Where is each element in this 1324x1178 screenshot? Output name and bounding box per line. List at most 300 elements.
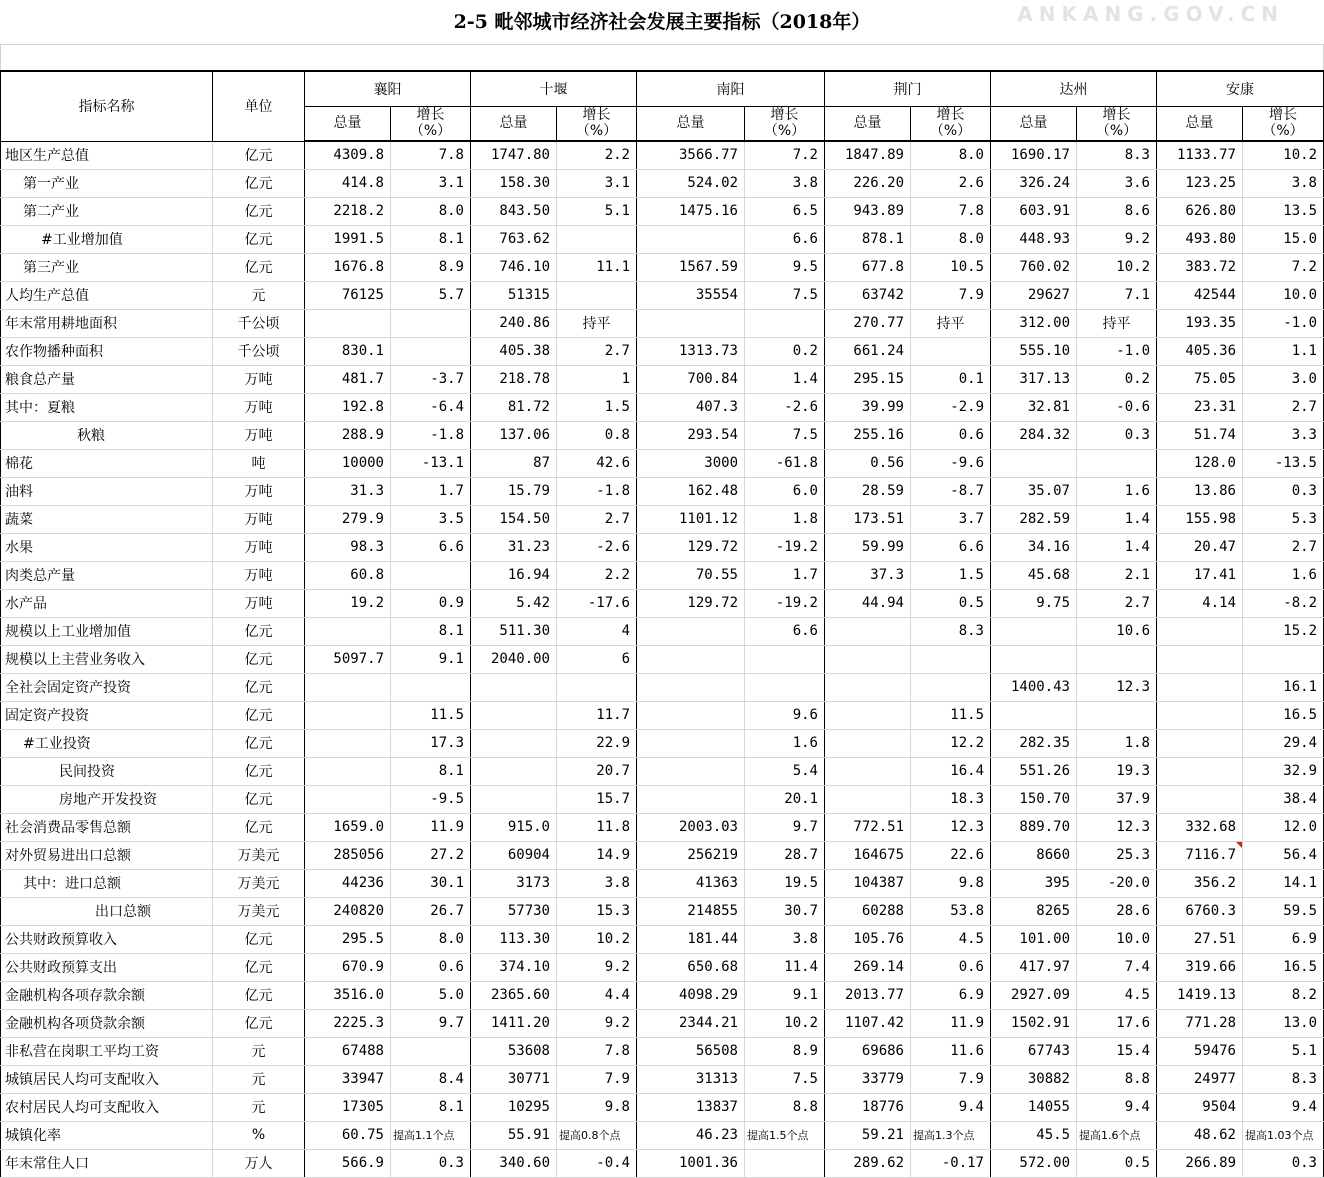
table-row bbox=[1, 169, 1324, 197]
value-growth: 6.9 bbox=[1243, 925, 1324, 953]
value-growth: 1.4 bbox=[1077, 533, 1157, 561]
indicator-unit: 亿元 bbox=[213, 729, 305, 757]
value-total: 3000 bbox=[637, 449, 745, 477]
value-growth: 8.6 bbox=[1077, 197, 1157, 225]
value-total bbox=[1157, 617, 1243, 645]
value-total bbox=[825, 785, 911, 813]
value-growth: 9.4 bbox=[1243, 1093, 1324, 1121]
value-growth: -2.6 bbox=[745, 393, 825, 421]
value-total: 158.30 bbox=[471, 169, 557, 197]
value-total: 374.10 bbox=[471, 953, 557, 981]
value-total bbox=[305, 785, 391, 813]
value-total: 55.91 bbox=[471, 1121, 557, 1149]
indicator-name: 非私营在岗职工平均工资 bbox=[1, 1037, 213, 1065]
value-total: 395 bbox=[991, 869, 1077, 897]
value-total: 214855 bbox=[637, 897, 745, 925]
value-total: 293.54 bbox=[637, 421, 745, 449]
value-growth: -20.0 bbox=[1077, 869, 1157, 897]
value-total: 60.8 bbox=[305, 561, 391, 589]
value-total: 282.35 bbox=[991, 729, 1077, 757]
value-total: 23.31 bbox=[1157, 393, 1243, 421]
table-row bbox=[1, 953, 1324, 981]
indicator-name: 水果 bbox=[1, 533, 213, 561]
indicator-unit: 亿元 bbox=[213, 141, 305, 169]
value-growth: 7.9 bbox=[557, 1065, 637, 1093]
value-total bbox=[471, 673, 557, 701]
value-total bbox=[305, 617, 391, 645]
indicator-name: 全社会固定资产投资 bbox=[1, 673, 213, 701]
value-growth: 提高1.6个点 bbox=[1077, 1121, 1157, 1149]
table-row bbox=[1, 589, 1324, 617]
indicator-name: 第三产业 bbox=[1, 253, 213, 281]
value-total: 69686 bbox=[825, 1037, 911, 1065]
value-growth: 0.3 bbox=[1243, 477, 1324, 505]
value-total bbox=[305, 729, 391, 757]
value-total: 60904 bbox=[471, 841, 557, 869]
value-total: 30771 bbox=[471, 1065, 557, 1093]
value-total: 240820 bbox=[305, 897, 391, 925]
indicator-unit: 万吨 bbox=[213, 561, 305, 589]
value-growth: 17.6 bbox=[1077, 1009, 1157, 1037]
table-row bbox=[1, 1121, 1324, 1149]
table-row bbox=[1, 925, 1324, 953]
value-total: 128.0 bbox=[1157, 449, 1243, 477]
value-growth: 0.8 bbox=[557, 421, 637, 449]
value-growth: 15.4 bbox=[1077, 1037, 1157, 1065]
value-growth: 3.8 bbox=[745, 925, 825, 953]
value-total: 3566.77 bbox=[637, 141, 745, 169]
value-total: 566.9 bbox=[305, 1149, 391, 1177]
header-total: 总量 bbox=[637, 106, 745, 141]
value-growth: 59.5 bbox=[1243, 897, 1324, 925]
value-growth: -1.0 bbox=[1243, 309, 1324, 337]
value-growth: 6.5 bbox=[745, 197, 825, 225]
value-growth: 11.7 bbox=[557, 701, 637, 729]
value-growth: 9.1 bbox=[745, 981, 825, 1009]
value-total: 7116.7 bbox=[1157, 841, 1243, 869]
value-growth: 2.2 bbox=[557, 561, 637, 589]
indicator-name: 城镇化率 bbox=[1, 1121, 213, 1149]
value-growth: 22.9 bbox=[557, 729, 637, 757]
value-total: 37.3 bbox=[825, 561, 911, 589]
value-growth: 5.4 bbox=[745, 757, 825, 785]
value-growth: 1.6 bbox=[1243, 561, 1324, 589]
value-growth: 6.6 bbox=[745, 617, 825, 645]
value-growth: 1.6 bbox=[745, 729, 825, 757]
value-growth: 22.6 bbox=[911, 841, 991, 869]
value-total: 28.59 bbox=[825, 477, 911, 505]
value-total: 67743 bbox=[991, 1037, 1077, 1065]
value-total bbox=[471, 701, 557, 729]
value-growth: 10.2 bbox=[557, 925, 637, 953]
value-growth: 1.7 bbox=[391, 477, 471, 505]
value-growth: 7.8 bbox=[557, 1037, 637, 1065]
value-growth: 18.3 bbox=[911, 785, 991, 813]
table-row bbox=[1, 1149, 1324, 1177]
value-total: 218.78 bbox=[471, 365, 557, 393]
value-growth: 56.4 bbox=[1243, 841, 1324, 869]
value-growth: -8.7 bbox=[911, 477, 991, 505]
value-total: 1400.43 bbox=[991, 673, 1077, 701]
value-total: 3173 bbox=[471, 869, 557, 897]
indicator-unit: 千公顷 bbox=[213, 309, 305, 337]
header-city-jingmen: 荆门 bbox=[825, 71, 991, 106]
value-growth: 10.2 bbox=[1077, 253, 1157, 281]
value-growth: 29.4 bbox=[1243, 729, 1324, 757]
value-growth: -3.7 bbox=[391, 365, 471, 393]
value-growth: -1.8 bbox=[391, 421, 471, 449]
value-growth bbox=[745, 1149, 825, 1177]
value-growth: 10.6 bbox=[1077, 617, 1157, 645]
value-growth bbox=[1077, 645, 1157, 673]
value-growth: 53.8 bbox=[911, 897, 991, 925]
indicator-name: 水产品 bbox=[1, 589, 213, 617]
value-total: 19.2 bbox=[305, 589, 391, 617]
value-growth: 9.7 bbox=[391, 1009, 471, 1037]
value-total bbox=[1157, 785, 1243, 813]
value-total: 414.8 bbox=[305, 169, 391, 197]
value-total: 771.28 bbox=[1157, 1009, 1243, 1037]
value-growth: 19.3 bbox=[1077, 757, 1157, 785]
value-growth: 9.2 bbox=[1077, 225, 1157, 253]
table-row bbox=[1, 813, 1324, 841]
indicator-name: 公共财政预算支出 bbox=[1, 953, 213, 981]
value-total: 67488 bbox=[305, 1037, 391, 1065]
value-growth: 17.3 bbox=[391, 729, 471, 757]
value-growth: 0.1 bbox=[911, 365, 991, 393]
value-growth: 26.7 bbox=[391, 897, 471, 925]
value-growth: 13.5 bbox=[1243, 197, 1324, 225]
indicator-name: 年末常用耕地面积 bbox=[1, 309, 213, 337]
value-growth bbox=[1077, 701, 1157, 729]
indicator-unit: 亿元 bbox=[213, 981, 305, 1009]
indicator-unit: 亿元 bbox=[213, 225, 305, 253]
value-total: 1133.77 bbox=[1157, 141, 1243, 169]
value-growth: -13.1 bbox=[391, 449, 471, 477]
value-total: 87 bbox=[471, 449, 557, 477]
value-growth: 37.9 bbox=[1077, 785, 1157, 813]
value-growth: 25.3 bbox=[1077, 841, 1157, 869]
indicator-name: #工业增加值 bbox=[1, 225, 213, 253]
value-growth: 1.6 bbox=[1077, 477, 1157, 505]
value-total: 603.91 bbox=[991, 197, 1077, 225]
value-growth bbox=[391, 1037, 471, 1065]
value-growth: 11.1 bbox=[557, 253, 637, 281]
value-growth: 5.0 bbox=[391, 981, 471, 1009]
value-growth: 2.2 bbox=[557, 141, 637, 169]
indicator-name: 粮食总产量 bbox=[1, 365, 213, 393]
indicator-name: 公共财政预算收入 bbox=[1, 925, 213, 953]
value-total: 319.66 bbox=[1157, 953, 1243, 981]
value-total bbox=[991, 645, 1077, 673]
indicator-unit: 万吨 bbox=[213, 477, 305, 505]
value-growth: -0.17 bbox=[911, 1149, 991, 1177]
value-total: 17.41 bbox=[1157, 561, 1243, 589]
value-total: 763.62 bbox=[471, 225, 557, 253]
value-total bbox=[825, 673, 911, 701]
value-total bbox=[825, 645, 911, 673]
indicator-unit: 万美元 bbox=[213, 841, 305, 869]
indicator-unit: 元 bbox=[213, 1065, 305, 1093]
table-row bbox=[1, 1037, 1324, 1065]
cell-comment-marker bbox=[1236, 842, 1242, 848]
value-total: 1690.17 bbox=[991, 141, 1077, 169]
value-growth bbox=[391, 337, 471, 365]
value-total: 150.70 bbox=[991, 785, 1077, 813]
spacer-row bbox=[0, 44, 1324, 71]
indicator-unit: 万吨 bbox=[213, 393, 305, 421]
value-total: 626.80 bbox=[1157, 197, 1243, 225]
value-total: 155.98 bbox=[1157, 505, 1243, 533]
value-growth: 1.8 bbox=[1077, 729, 1157, 757]
table-row bbox=[1, 505, 1324, 533]
value-total bbox=[637, 645, 745, 673]
value-growth bbox=[391, 673, 471, 701]
value-total: 8265 bbox=[991, 897, 1077, 925]
indicator-name: 房地产开发投资 bbox=[1, 785, 213, 813]
table-row bbox=[1, 337, 1324, 365]
header-total: 总量 bbox=[1157, 106, 1243, 141]
value-growth: 11.8 bbox=[557, 813, 637, 841]
value-total: 31.23 bbox=[471, 533, 557, 561]
value-total: 266.89 bbox=[1157, 1149, 1243, 1177]
indicator-unit: 万吨 bbox=[213, 505, 305, 533]
value-growth: 12.2 bbox=[911, 729, 991, 757]
value-total bbox=[1157, 673, 1243, 701]
header-growth: 增长 （%） bbox=[1077, 106, 1157, 141]
value-total: 889.70 bbox=[991, 813, 1077, 841]
value-total bbox=[637, 225, 745, 253]
indicator-name: 规模以上工业增加值 bbox=[1, 617, 213, 645]
value-growth: 1.7 bbox=[745, 561, 825, 589]
value-total: 383.72 bbox=[1157, 253, 1243, 281]
value-growth: 0.6 bbox=[391, 953, 471, 981]
value-growth bbox=[557, 281, 637, 309]
value-total: 2040.00 bbox=[471, 645, 557, 673]
value-growth bbox=[1077, 449, 1157, 477]
table-row bbox=[1, 1009, 1324, 1037]
header-city-ankang: 安康 bbox=[1157, 71, 1324, 106]
value-growth: 7.5 bbox=[745, 421, 825, 449]
value-growth: 4.4 bbox=[557, 981, 637, 1009]
value-total: 16.94 bbox=[471, 561, 557, 589]
value-total: 10000 bbox=[305, 449, 391, 477]
value-growth: 8.0 bbox=[911, 225, 991, 253]
value-growth: 2.7 bbox=[557, 337, 637, 365]
value-total: 340.60 bbox=[471, 1149, 557, 1177]
value-total: 113.30 bbox=[471, 925, 557, 953]
value-growth: 2.7 bbox=[557, 505, 637, 533]
value-total: 285056 bbox=[305, 841, 391, 869]
value-growth: 7.5 bbox=[745, 281, 825, 309]
value-total: 772.51 bbox=[825, 813, 911, 841]
indicator-name: #工业投资 bbox=[1, 729, 213, 757]
table-row bbox=[1, 533, 1324, 561]
value-total: 240.86 bbox=[471, 309, 557, 337]
indicator-unit: 亿元 bbox=[213, 785, 305, 813]
value-growth: 8.0 bbox=[391, 925, 471, 953]
value-growth: 2.7 bbox=[1243, 533, 1324, 561]
value-growth: 1 bbox=[557, 365, 637, 393]
value-total: 35.07 bbox=[991, 477, 1077, 505]
value-total: 1001.36 bbox=[637, 1149, 745, 1177]
value-total: 1411.20 bbox=[471, 1009, 557, 1037]
value-growth: 38.4 bbox=[1243, 785, 1324, 813]
indicator-unit: 元 bbox=[213, 281, 305, 309]
value-total bbox=[825, 729, 911, 757]
value-growth: -2.6 bbox=[557, 533, 637, 561]
value-total: 42544 bbox=[1157, 281, 1243, 309]
table-row bbox=[1, 729, 1324, 757]
value-total bbox=[305, 757, 391, 785]
value-total: 3516.0 bbox=[305, 981, 391, 1009]
value-total bbox=[825, 701, 911, 729]
value-total: 154.50 bbox=[471, 505, 557, 533]
value-growth: 5.1 bbox=[557, 197, 637, 225]
value-total: 39.99 bbox=[825, 393, 911, 421]
value-growth: 28.7 bbox=[745, 841, 825, 869]
value-growth: 12.3 bbox=[1077, 813, 1157, 841]
indicator-unit: 亿元 bbox=[213, 645, 305, 673]
value-growth: 3.3 bbox=[1243, 421, 1324, 449]
value-total: 51.74 bbox=[1157, 421, 1243, 449]
indicator-name: 民间投资 bbox=[1, 757, 213, 785]
value-total: 4.14 bbox=[1157, 589, 1243, 617]
value-growth: 1.5 bbox=[557, 393, 637, 421]
indicator-name: 蔬菜 bbox=[1, 505, 213, 533]
value-growth: 提高1.1个点 bbox=[391, 1121, 471, 1149]
indicator-unit: 亿元 bbox=[213, 813, 305, 841]
indicator-name: 社会消费品零售总额 bbox=[1, 813, 213, 841]
value-growth: -0.6 bbox=[1077, 393, 1157, 421]
value-growth: 15.0 bbox=[1243, 225, 1324, 253]
value-total: 746.10 bbox=[471, 253, 557, 281]
value-total: 700.84 bbox=[637, 365, 745, 393]
value-total: 288.9 bbox=[305, 421, 391, 449]
value-growth: 8.1 bbox=[391, 617, 471, 645]
table-row bbox=[1, 981, 1324, 1009]
value-total: 1502.91 bbox=[991, 1009, 1077, 1037]
value-growth: 3.8 bbox=[557, 869, 637, 897]
value-total: 162.48 bbox=[637, 477, 745, 505]
value-total bbox=[825, 757, 911, 785]
value-growth: 8.8 bbox=[745, 1093, 825, 1121]
indicator-name: 年末常住人口 bbox=[1, 1149, 213, 1177]
value-growth: 9.4 bbox=[1077, 1093, 1157, 1121]
value-growth: 14.1 bbox=[1243, 869, 1324, 897]
value-growth: 10.2 bbox=[745, 1009, 825, 1037]
value-total: 181.44 bbox=[637, 925, 745, 953]
value-total: 45.5 bbox=[991, 1121, 1077, 1149]
indicator-name: 农作物播种面积 bbox=[1, 337, 213, 365]
value-growth: 12.3 bbox=[1077, 673, 1157, 701]
value-growth bbox=[745, 309, 825, 337]
value-total bbox=[637, 701, 745, 729]
value-growth: 8.0 bbox=[391, 197, 471, 225]
value-total: 256219 bbox=[637, 841, 745, 869]
value-growth: 11.9 bbox=[391, 813, 471, 841]
value-total: 48.62 bbox=[1157, 1121, 1243, 1149]
value-total bbox=[305, 673, 391, 701]
value-total: 1313.73 bbox=[637, 337, 745, 365]
indicator-name: 固定资产投资 bbox=[1, 701, 213, 729]
value-total: 51315 bbox=[471, 281, 557, 309]
value-growth: 5.7 bbox=[391, 281, 471, 309]
value-total bbox=[637, 673, 745, 701]
value-total: 269.14 bbox=[825, 953, 911, 981]
value-growth: -19.2 bbox=[745, 533, 825, 561]
value-total: 8660 bbox=[991, 841, 1077, 869]
value-total: 661.24 bbox=[825, 337, 911, 365]
table-row bbox=[1, 309, 1324, 337]
header-growth: 增长 （%） bbox=[557, 106, 637, 141]
value-total: 2365.60 bbox=[471, 981, 557, 1009]
value-total: 9504 bbox=[1157, 1093, 1243, 1121]
value-total: 289.62 bbox=[825, 1149, 911, 1177]
indicator-name: 其中：进口总额 bbox=[1, 869, 213, 897]
value-total: 15.79 bbox=[471, 477, 557, 505]
value-total: 129.72 bbox=[637, 533, 745, 561]
indicator-table bbox=[0, 70, 1324, 1178]
value-growth: 0.6 bbox=[911, 421, 991, 449]
indicator-unit: 亿元 bbox=[213, 673, 305, 701]
indicator-name: 第二产业 bbox=[1, 197, 213, 225]
indicator-name: 农村居民人均可支配收入 bbox=[1, 1093, 213, 1121]
indicator-unit: 万吨 bbox=[213, 421, 305, 449]
value-total: 2344.21 bbox=[637, 1009, 745, 1037]
indicator-name: 金融机构各项存款余额 bbox=[1, 981, 213, 1009]
value-growth: 持平 bbox=[1077, 309, 1157, 337]
indicator-name: 其中：夏粮 bbox=[1, 393, 213, 421]
value-total: 555.10 bbox=[991, 337, 1077, 365]
value-total: 255.16 bbox=[825, 421, 911, 449]
value-total: 192.8 bbox=[305, 393, 391, 421]
value-growth bbox=[391, 561, 471, 589]
value-total: 33779 bbox=[825, 1065, 911, 1093]
value-total: 524.02 bbox=[637, 169, 745, 197]
value-growth: 0.2 bbox=[1077, 365, 1157, 393]
value-total bbox=[471, 785, 557, 813]
value-growth: 3.7 bbox=[911, 505, 991, 533]
value-growth: -6.4 bbox=[391, 393, 471, 421]
value-growth: 11.6 bbox=[911, 1037, 991, 1065]
value-total: 60.75 bbox=[305, 1121, 391, 1149]
indicator-name: 金融机构各项贷款余额 bbox=[1, 1009, 213, 1037]
value-total: 843.50 bbox=[471, 197, 557, 225]
value-growth bbox=[745, 645, 825, 673]
value-growth: 8.3 bbox=[1077, 141, 1157, 169]
value-total: 31313 bbox=[637, 1065, 745, 1093]
value-total: 481.7 bbox=[305, 365, 391, 393]
value-total: 356.2 bbox=[1157, 869, 1243, 897]
value-growth: 1.8 bbox=[745, 505, 825, 533]
header-growth: 增长 （%） bbox=[391, 106, 471, 141]
value-total: 1419.13 bbox=[1157, 981, 1243, 1009]
value-growth: 5.1 bbox=[1243, 1037, 1324, 1065]
indicator-name: 秋粮 bbox=[1, 421, 213, 449]
value-total: 59.99 bbox=[825, 533, 911, 561]
table-row bbox=[1, 645, 1324, 673]
table-row bbox=[1, 673, 1324, 701]
value-total: 317.13 bbox=[991, 365, 1077, 393]
value-total: 105.76 bbox=[825, 925, 911, 953]
value-growth: 11.4 bbox=[745, 953, 825, 981]
value-growth: 16.5 bbox=[1243, 701, 1324, 729]
value-growth: 9.2 bbox=[557, 1009, 637, 1037]
value-total: 448.93 bbox=[991, 225, 1077, 253]
value-growth: 6.6 bbox=[745, 225, 825, 253]
value-total: 59476 bbox=[1157, 1037, 1243, 1065]
